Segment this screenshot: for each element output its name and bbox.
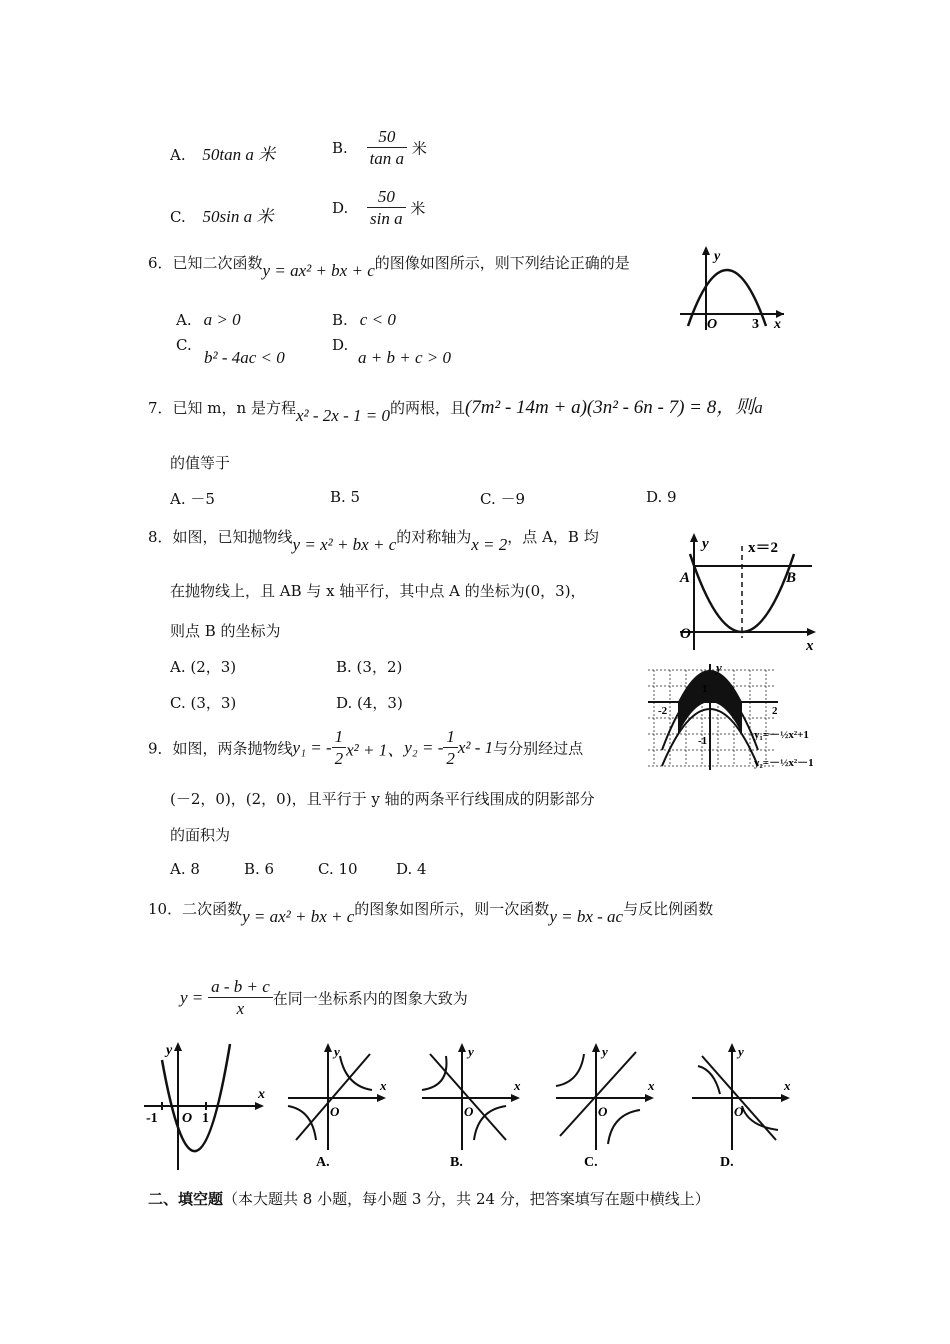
parabola-curve [162,1044,230,1151]
x-label: x [514,1078,521,1093]
option-label: A. [170,146,186,164]
y-label: y [602,1044,608,1059]
x-label: x [648,1078,655,1093]
linear-graph [560,1052,636,1136]
fraction: $\frac{1}{2}$ [443,726,458,770]
q9-option-d: D. 4 [396,860,427,878]
q6-parabola-figure [680,244,790,332]
q8-option-c: C. (3，3) [170,694,237,712]
y-label: y [716,660,722,675]
y-label: y [738,1044,744,1059]
origin-label: O [182,1111,193,1126]
q10-choice-b-figure [416,1040,526,1170]
x-label: x [774,317,781,332]
q7-line2: 的值等于 [170,454,231,472]
hyperbola-branch [288,1106,316,1140]
y-label: y [714,249,721,264]
q7-option-a: A. －5 [170,490,215,508]
q8-option-d: D. (4，3) [336,694,403,712]
q7-stem: 7．已知 m，n 是方程x² - 2x - 1 = 0的两根，且(7m² - 14m + a)(3n² - 6n - 7) = 8，则a [148,397,763,425]
choice-label: B. [450,1155,463,1170]
y-arrow-icon [592,1043,600,1052]
q10-choice-a-figure [282,1040,392,1170]
hyperbola-branch [742,1106,778,1130]
fraction: $\frac{a - b + c}{x}$ [208,976,273,1020]
x-arrow-icon [255,1102,264,1110]
y-arrow-icon [728,1043,736,1052]
q10-inverse-function: y = $\frac{a - b + c}{x}$ 在同一坐标系内的图象大致为 [180,977,468,1019]
section-title: 二、填空题 [148,1190,224,1208]
x-arrow-icon [645,1094,654,1102]
q8-option-b: B. (3，2) [336,658,403,676]
root-label: 3 [752,317,759,332]
y-arrow-icon [174,1042,182,1051]
origin-label: O [680,626,691,642]
x-label: x [380,1078,387,1093]
tick-label: -2 [658,705,668,717]
q10-parabola-figure [140,1040,270,1174]
q8-option-a: A. (2，3) [170,658,237,676]
q7-option-d: D. 9 [646,488,677,506]
x-label: x [806,638,814,654]
q7-option-c: C. －9 [480,490,526,508]
x-label: x [258,1087,265,1102]
q10-stem: 10．二次函数y = ax² + bx + c的图象如图所示，则一次函数y = bx - ac与反比例函数 [148,900,714,926]
q9-option-b: B. 6 [244,860,275,878]
origin-label: O [734,1104,744,1119]
origin-label: O [707,317,718,332]
q5-option-c: C. 50sin a 米 [170,207,274,226]
axis-label: x＝2 [748,540,779,556]
choice-label: C. [584,1155,598,1170]
tick-label: 2 [772,705,778,717]
q6-option-c-label: C. [176,336,192,354]
y-label: y [702,536,709,552]
q6-stem: 6．已知二次函数y = ax² + bx + c的图像如图所示，则下列结论正确的是 [148,254,630,280]
hyperbola-branch [422,1056,447,1090]
point-a-label: A [680,570,691,586]
choice-label: D. [720,1155,734,1170]
x-arrow-icon [781,1094,790,1102]
tick-label: -1 [146,1111,158,1126]
q9-shaded-region-figure [644,660,840,776]
option-expr: 50tan a 米 [202,145,276,164]
x-arrow-icon [807,628,816,636]
fraction: $\frac{50}{\text{tan a}}$ [367,126,407,170]
y2-label: y₂=－½x²－1 [754,757,814,769]
q9-line3: 的面积为 [170,826,231,844]
q7-option-b: B. 5 [330,488,361,506]
origin-label: O [598,1104,608,1119]
q9-stem: 9．如图，两条抛物线y₁ = - $\frac{1}{2}$ x² + 1、y₂ = - $\frac{1}{2}$ x² - 1与分别经过点 [148,727,584,769]
q6-option-d: a + b + c > 0 [358,348,451,367]
tick-label: 1 [702,683,708,695]
q6-option-b: B. c < 0 [332,310,396,329]
q9-option-c: C. 10 [318,860,358,878]
q8-stem: 8．如图，已知抛物线y = x² + bx + c的对称轴为x = 2，点 A，B 均 [148,528,599,554]
x-arrow-icon [377,1094,386,1102]
q6-option-a: A. a > 0 [176,310,241,329]
point-b-label: B [786,570,797,586]
section-heading [148,1188,710,1209]
origin-label: O [330,1104,340,1119]
y-label: y [334,1044,340,1059]
q8-line3: 则点 B 的坐标为 [170,622,281,640]
q6-option-c: b² - 4ac < 0 [204,348,285,367]
q9-option-a: A. 8 [170,860,200,878]
y-label: y [468,1044,474,1059]
option-label: B. [332,138,348,157]
tick-label: 1 [202,1111,209,1126]
q5-option-d: D. $\frac{50}{\text{sin a}}$ 米 [332,187,426,229]
hyperbola-branch [698,1066,720,1094]
q8-line2: 在抛物线上，且 AB 与 x 轴平行，其中点 A 的坐标为(0，3)， [170,582,586,600]
hyperbola-branch [556,1054,584,1086]
q5-option-b: B. $\frac{50}{\text{tan a}}$ 米 [332,127,427,169]
fraction: $\frac{50}{\text{sin a}}$ [367,186,406,230]
q6-option-d-label: D. [332,336,349,354]
fraction: $\frac{1}{2}$ [332,726,347,770]
y-arrow-icon [690,533,698,542]
x-label: x [784,1078,791,1093]
tick-label: -1 [698,735,708,747]
y-arrow-icon [324,1043,332,1052]
q10-choice-c-figure [550,1040,660,1170]
section-note: （本大题共 8 小题，每小题 3 分，共 24 分，把答案填写在题中横线上） [223,1190,710,1208]
q9-line2: (－2，0)，(2，0)，且平行于 y 轴的两条平行线围成的阴影部分 [170,790,595,808]
q10-choice-d-figure [686,1040,796,1170]
hyperbola-branch [340,1056,372,1090]
q5-option-a [170,140,275,165]
origin-label: O [464,1104,474,1119]
hyperbola-branch [608,1110,640,1144]
q8-parabola-figure [676,530,826,654]
y-arrow-icon [458,1043,466,1052]
choice-label: A. [316,1155,330,1170]
y-arrow-icon [702,246,710,255]
y1-label: y₁=－½x²+1 [754,729,809,741]
y-label: y [166,1043,173,1058]
x-arrow-icon [511,1094,520,1102]
